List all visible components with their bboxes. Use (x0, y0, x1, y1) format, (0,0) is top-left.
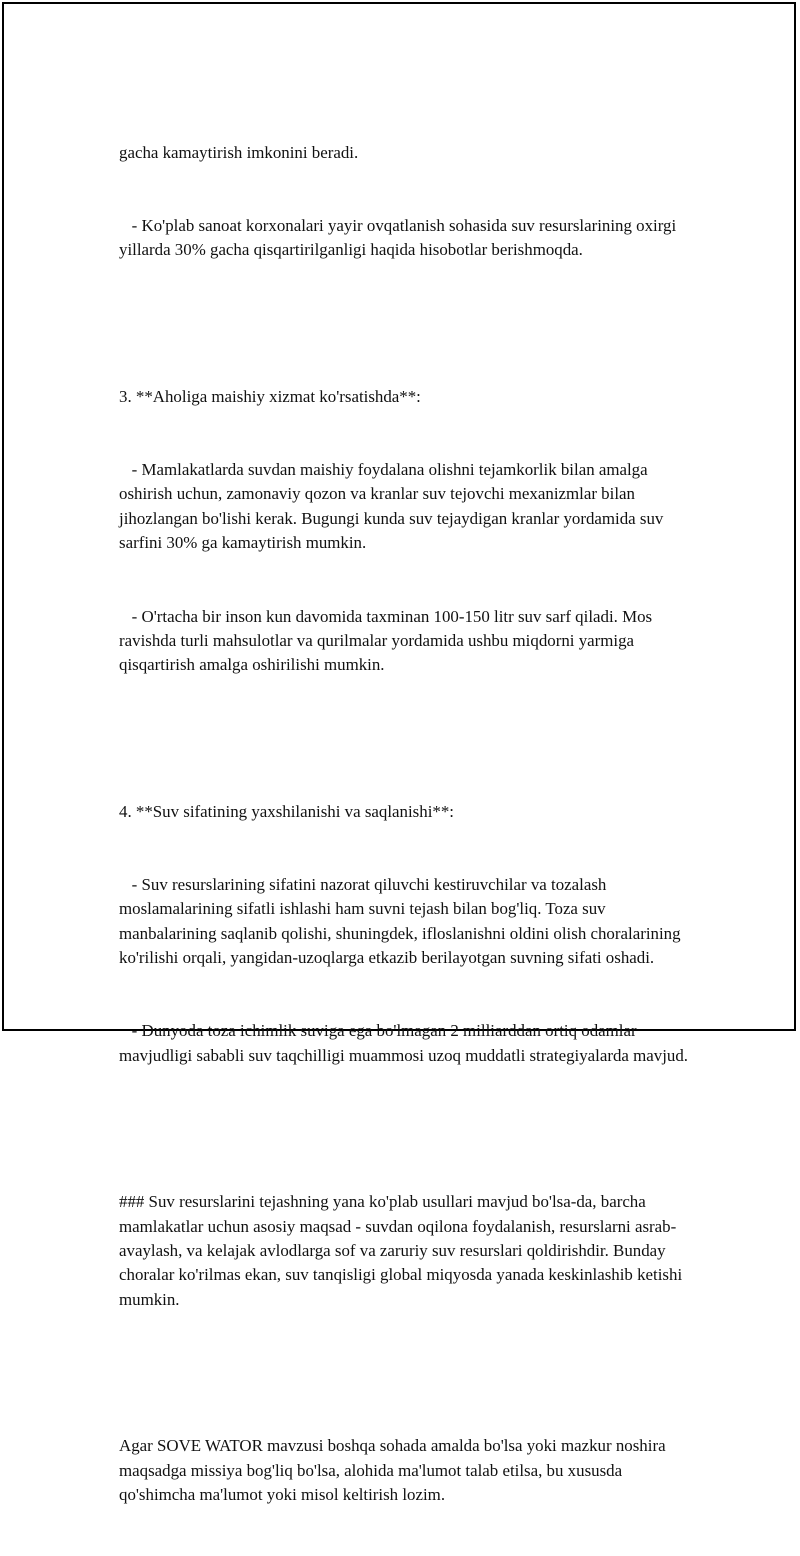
paragraph-gap (119, 1117, 699, 1141)
paragraph-gap (119, 727, 699, 751)
bullet-daily-consumption: - O'rtacha bir inson kun davomida taxminan 100-150 litr suv sarf qiladi. Mos ravishda turli mahsulotlar va qurilmalar yordamida ushbu miqdorni yarmiga qisqartirish amalga oshirilishi mumkin. (119, 606, 657, 675)
paragraph-gap (119, 1361, 699, 1385)
document-body (119, 92, 699, 1556)
section-heading-4: 4. **Suv sifatining yaxshilanishi va saqlanishi**: (119, 801, 454, 821)
bullet-drinking-water: - Dunyoda toza ichimlik suviga ega bo'lmagan 2 milliarddan ortiq odamlar mavjudligi sababli suv taqchilligi muammosi uzoq muddatli strategiyalarda mavjud. (119, 1021, 689, 1065)
section-heading-3: 3. **Aholiga maishiy xizmat ko'rsatishda**: (119, 386, 421, 406)
bullet-industry-reports: - Ko'plab sanoat korxonalari yayir ovqatlanish sohasida suv resurslarining oxirgi yillarda 30% gacha qisqartirilganligi haqida hisobotlar berishmoqda. (119, 216, 681, 260)
summary-paragraph: ### Suv resurslarini tejashning yana ko'plab usullari mavjud bo'lsa-da, barcha mamlakatlar uchun asosiy maqsad - suvdan oqilona foydalanish, resurslarni asrab-avaylash, va kelajak avlodlarga sof va zaruriy suv resurslari qoldirishdir. Bunday choralar ko'rilmas ekan, suv tanqisligi global miqyosda yanada keskinlashib ketishi mumkin. (119, 1192, 687, 1309)
paragraph-gap (119, 312, 699, 336)
bullet-water-quality: - Suv resurslarining sifatini nazorat qiluvchi kestiruvchilar va tozalash moslamalarining sifatli ishlashi ham suvni tejash bilan bog'liq. Toza suv manbalarining saqlanib qolishi, shuningdek, ifloslanishni oldini olish choralarining ko'rilishi orqali, yangidan-uzoqlarga etkazib berilayotgan suvning sifati oshadi. (119, 874, 685, 968)
bullet-household-taps: - Mamlakatlarda suvdan maishiy foydalana olishni tejamkorlik bilan amalga oshirish uchun, zamonaviy qozon va kranlar suv tejovchi mexanizmlar bilan jihozlangan bo'lishi kerak. Bugungi kunda suv tejaydigan kranlar yordamida suv sarfini 30% ga kamaytirish mumkin. (119, 460, 668, 553)
document-page (2, 2, 796, 1505)
closing-paragraph: Agar SOVE WATOR mavzusi boshqa sohada amalda bo'lsa yoki mazkur noshira maqsadga missiya bog'liq bo'lsa, alohida ma'lumot talab etilsa, bu xususda qo'shimcha ma'lumot yoki misol keltirish lozim. (119, 1436, 670, 1505)
paragraph-continuation: gacha kamaytirish imkonini beradi. (119, 142, 359, 162)
